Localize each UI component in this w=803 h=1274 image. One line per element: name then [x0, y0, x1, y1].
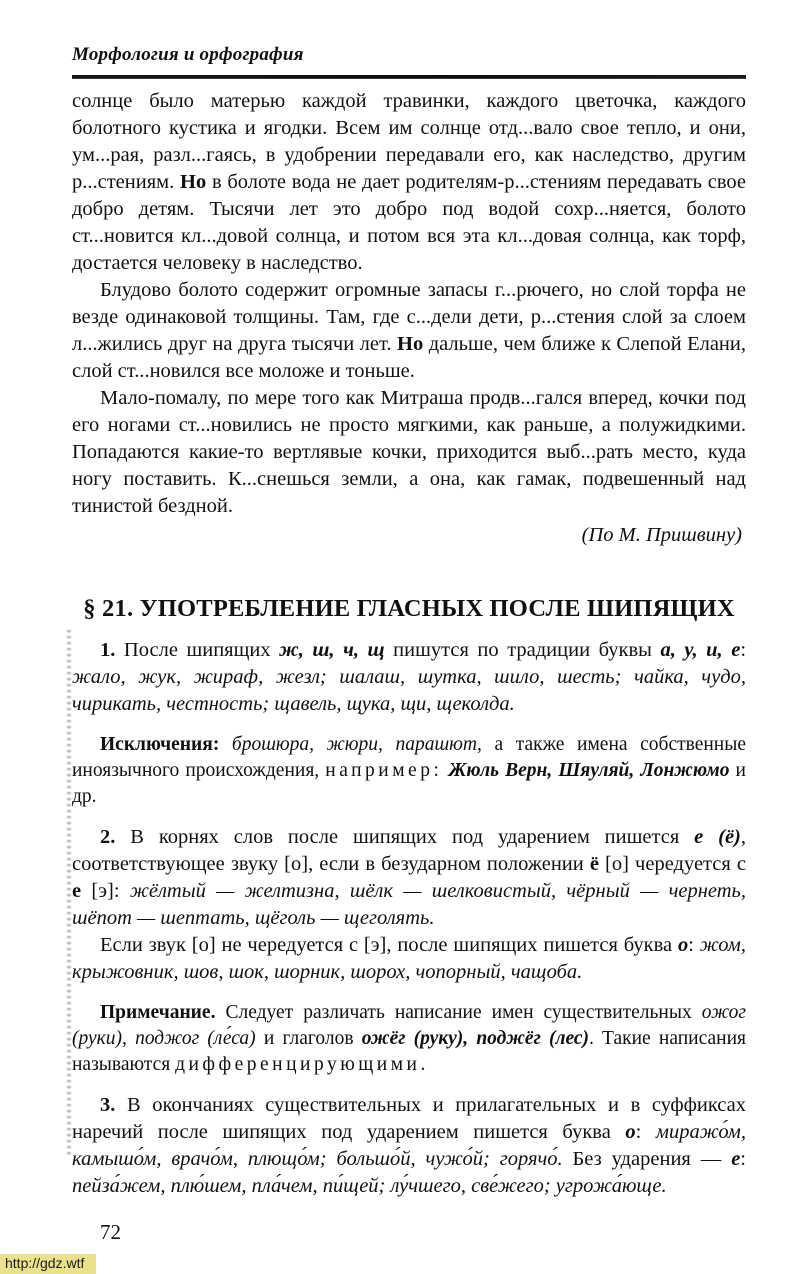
- text-run: Но: [180, 171, 207, 193]
- running-header: Морфология и орфография: [72, 44, 304, 65]
- page-number: 72: [100, 1220, 121, 1244]
- text-run: брошюра, жюри, парашют: [231, 734, 478, 755]
- text-run: и др.: [72, 760, 746, 807]
- section-heading: § 21. УПОТРЕБЛЕНИЕ ГЛАСНЫХ ПОСЛЕ ШИПЯЩИХ: [83, 595, 735, 622]
- page-content: [72, 0, 746, 1245]
- paragraph: [72, 932, 746, 986]
- author-attribution: (По М. Пришвину): [581, 524, 742, 546]
- text-run: :: [740, 639, 747, 661]
- text-run: а, у, и, е: [660, 639, 741, 661]
- text-run: В корнях слов после шипящих под ударением пишется: [130, 826, 695, 848]
- text-run: ожог (руки), поджог (ле́са): [72, 1002, 747, 1049]
- text-run: [о] чередуется с: [598, 853, 746, 875]
- text-run: :: [688, 934, 700, 956]
- header-rule: [72, 75, 746, 79]
- text-run: .: [420, 1054, 426, 1075]
- paragraph: [72, 824, 746, 932]
- text-run: Но: [397, 333, 424, 355]
- watermark-link[interactable]: http://gdz.wtf: [0, 1254, 96, 1274]
- text-run: пейза́жем, плю́шем, пла́чем, пи́щей; лу́чшего, све́жего; угрожа́юще.: [72, 1175, 667, 1197]
- exercise-text-block: [72, 88, 746, 520]
- text-run: 2.: [100, 826, 131, 848]
- text-run: После шипящих: [123, 639, 280, 661]
- text-run: , а также имена собственные иноязычного происхождения,: [72, 734, 746, 781]
- text-run: 1.: [100, 639, 124, 661]
- paragraph: [72, 277, 746, 385]
- text-run: о: [625, 1121, 636, 1143]
- text-run: миражо́м, камышо́м, врачо́м, плющо́м; большо́й, чужо́й; горячо́.: [72, 1121, 746, 1170]
- text-run: солнце было матерью каждой травинки, каждого цветочка, каждого болотного кустика и ягодки. Всем им солнце отд...вало свое тепло, и они, ум...рая, разл...гаясь, в удобрении передавали его, как наследство, другим р...стениям.: [72, 90, 746, 193]
- paragraph: [72, 88, 746, 277]
- text-run: Мало-помалу, по мере того как Митраша продв...гался вперед, кочки под его ногами ст...новились не просто мягкими, как раньше, а полужидкими. Попадаются какие-то вертлявые кочки, приходится выб...рать место, куда ногу поставить. К...снешься земли, а она, как гамак, подвешенный над тинистой бездной.: [72, 387, 746, 517]
- text-run: жало, жук, жираф, жезл; шалаш, шутка, шило, шесть; чайка, чудо, чирикать, честность; щавель, щука, щи, щеколда.: [72, 666, 746, 715]
- text-run: В окончаниях существительных и прилагательных и в суффиксах наречий после шипящих под ударением пишется буква: [72, 1094, 746, 1143]
- text-run: е: [72, 880, 82, 902]
- text-run: :: [635, 1121, 656, 1143]
- text-run: Исключения:: [100, 734, 232, 755]
- text-run: , соответствующее звуку [о], если в безударном положении: [72, 826, 747, 875]
- text-run: Блудово болото содержит огромные запасы г...рючего, но слой торфа не везде одинаковой толщины. Там, где с...дели дети, р...стения слой за слоем л...жились друг на друга тысячи лет.: [72, 279, 746, 355]
- paragraph: [72, 637, 746, 718]
- text-run: е: [731, 1148, 741, 1170]
- text-run: дальше, чем ближе к Слепой Елани, слой ст...новился все моложе и тоньше.: [72, 333, 746, 382]
- paragraph: [72, 732, 746, 810]
- paragraph: [72, 1092, 746, 1200]
- text-run: в болоте вода не дает родителям-р...стениям передавать свое добро детям. Тысячи лет это добро под водой сохр...няется, болото ст...новится кл...довой солнца, и потом вся эта кл...довая солнца, как торф, достается человеку в наследство.: [72, 171, 746, 274]
- text-run: ж, ш, ч, щ: [279, 639, 385, 661]
- text-run: ё: [589, 853, 599, 875]
- text-run: :: [740, 1148, 746, 1170]
- text-run: Примечание.: [100, 1002, 226, 1023]
- text-run: дифференцирующими: [175, 1054, 421, 1075]
- text-run: [э]:: [81, 880, 130, 902]
- text-run: пишутся по традиции буквы: [384, 639, 661, 661]
- text-run: и глаголов: [255, 1028, 362, 1049]
- text-run: е (ё): [694, 826, 741, 848]
- text-run: Без ударения —: [562, 1148, 732, 1170]
- text-run: ожёг (руку), поджёг (лес): [361, 1028, 589, 1049]
- text-run: Если звук [о] не чередуется с [э], после шипящих пишется буква: [100, 934, 678, 956]
- text-run: Следует различать написание имен существительных: [225, 1002, 702, 1023]
- text-run: например:: [325, 760, 443, 781]
- text-run: Жюль Верн, Шяуляй, Лонжюмо: [448, 760, 730, 781]
- text-run: жом, крыжовник, шов, шок, шорник, шорох, чопорный, чащоба.: [72, 934, 746, 983]
- scan-artifact-left-margin: [67, 630, 71, 1158]
- text-run: жёлтый — желтизна, шёлк — шелковистый, чёрный — чернеть, шёпот — шептать, щёголь — щеголять.: [72, 880, 746, 929]
- text-run: 3.: [100, 1094, 127, 1116]
- text-run: . Такие написания называются: [72, 1028, 746, 1075]
- rules-text-block: [72, 637, 746, 1200]
- text-run: о: [677, 934, 689, 956]
- paragraph: [72, 1000, 746, 1078]
- paragraph: [72, 385, 746, 520]
